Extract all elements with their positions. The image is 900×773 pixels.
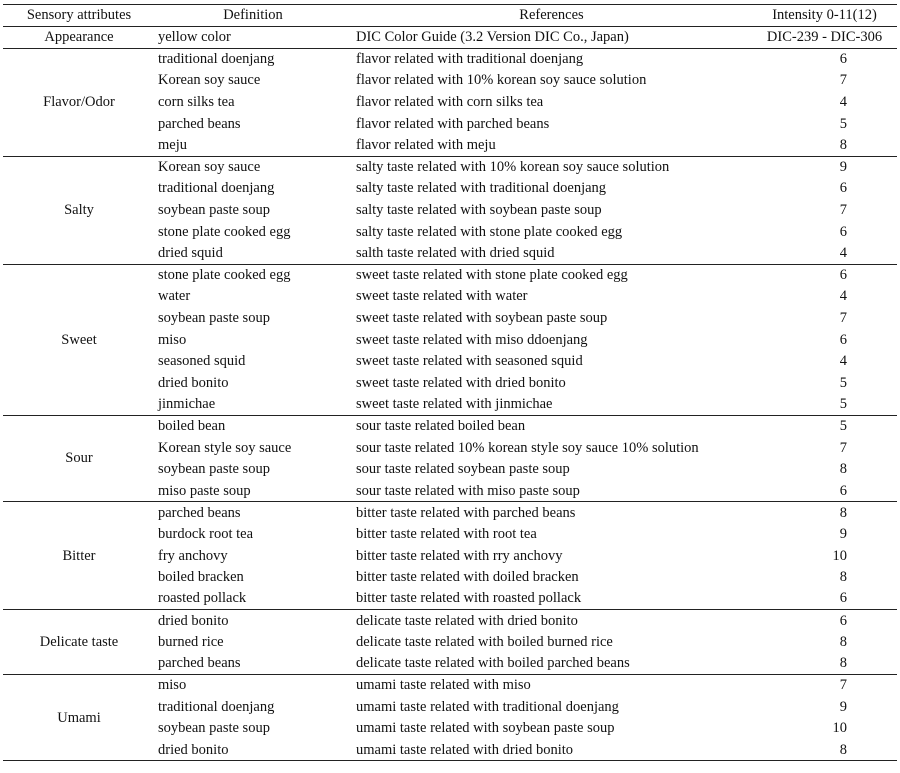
intensity-cell: 10 [832, 547, 847, 564]
reference-cell: salty taste related with soybean paste soup [356, 202, 602, 219]
definition-cell: dried squid [155, 242, 351, 264]
definition-cell: Korean style soy sauce [158, 439, 292, 456]
definition-cell: water [158, 288, 191, 305]
definition-cell: stone plate cooked egg [158, 223, 291, 240]
definition-cell: miso [158, 677, 187, 694]
reference-cell: flavor related with traditional doenjang [356, 51, 584, 68]
intensity-cell: 5 [839, 115, 847, 132]
sensory-attribute-cell: Delicate taste [3, 610, 155, 675]
intensity-cell: 8 [752, 134, 897, 156]
definition-cell: traditional doenjang [158, 51, 275, 68]
table-row [3, 502, 897, 524]
definition-cell: parched beans [158, 504, 241, 521]
intensity-cell: 6 [839, 267, 847, 284]
reference-cell: sweet taste related with water [356, 288, 528, 305]
definition-cell: dried bonito [158, 612, 229, 629]
reference-cell: salty taste related with traditional doenjang [356, 180, 607, 197]
reference-cell: salth taste related with dried squid [351, 242, 752, 264]
reference-cell: salty taste related with stone plate cooked egg [356, 223, 623, 240]
intensity-cell: DIC-239 - DIC-306 [752, 27, 897, 49]
reference-cell: delicate taste related with dried bonito [356, 612, 578, 629]
table-row [3, 156, 897, 178]
intensity-cell: 6 [752, 588, 897, 610]
definition-cell: boiled bracken [158, 569, 244, 586]
table-row [3, 27, 897, 49]
definition-cell: jinmichae [155, 394, 351, 416]
table-header [3, 5, 897, 27]
intensity-cell: 5 [839, 418, 847, 435]
intensity-cell: 6 [839, 180, 847, 197]
intensity-cell: 7 [839, 310, 847, 327]
reference-cell: umami taste related with soybean paste soup [356, 720, 615, 737]
sensory-attribute-cell: Umami [3, 674, 155, 760]
reference-cell: salty taste related with 10% korean soy sauce solution [356, 159, 670, 176]
definition-cell: burned rice [158, 633, 224, 650]
reference-cell: sweet taste related with jinmichae [351, 394, 752, 416]
reference-cell: sour taste related boiled bean [356, 418, 526, 435]
reference-cell: flavor related with parched beans [356, 115, 550, 132]
definition-cell: soybean paste soup [158, 720, 270, 737]
reference-cell: bitter taste related with roasted pollack [351, 588, 752, 610]
header-row [3, 5, 897, 27]
definition-cell: boiled bean [158, 418, 226, 435]
intensity-cell: 7 [839, 677, 847, 694]
table-row [3, 674, 897, 696]
reference-cell: flavor related with corn silks tea [356, 94, 544, 111]
header-definition: Definition [155, 5, 351, 27]
intensity-cell: 8 [752, 653, 897, 675]
attribute-group [3, 48, 897, 156]
intensity-cell: 6 [839, 51, 847, 68]
definition-cell: Korean soy sauce [158, 159, 261, 176]
definition-cell: stone plate cooked egg [158, 267, 291, 284]
sensory-attributes-table [3, 4, 897, 761]
intensity-cell: 4 [839, 94, 847, 111]
sensory-attribute-cell: Flavor/Odor [3, 48, 155, 156]
attribute-group [3, 264, 897, 415]
intensity-cell: 4 [839, 288, 847, 305]
table-row [3, 610, 897, 632]
definition-cell: miso paste soup [155, 480, 351, 502]
reference-cell: sweet taste related with stone plate cooked egg [356, 267, 628, 284]
intensity-cell: 9 [839, 525, 847, 542]
reference-cell: sour taste related 10% korean style soy sauce 10% solution [356, 439, 699, 456]
intensity-cell: 8 [839, 569, 847, 586]
intensity-cell: 7 [839, 72, 847, 89]
reference-cell: bitter taste related with rry anchovy [356, 547, 563, 564]
table-row [3, 264, 897, 286]
reference-cell: sweet taste related with dried bonito [356, 374, 566, 391]
intensity-cell: 5 [839, 374, 847, 391]
reference-cell: delicate taste related with boiled parched beans [351, 653, 752, 675]
table-row [3, 48, 897, 70]
sensory-attribute-cell: Sweet [3, 264, 155, 415]
reference-cell: umami taste related with dried bonito [351, 739, 752, 761]
reference-cell: flavor related with 10% korean soy sauce solution [356, 72, 647, 89]
reference-cell: umami taste related with miso [356, 677, 531, 694]
definition-cell: traditional doenjang [158, 698, 275, 715]
definition-cell: traditional doenjang [158, 180, 275, 197]
definition-cell: burdock root tea [158, 525, 254, 542]
sensory-attribute-cell: Bitter [3, 502, 155, 610]
reference-cell: DIC Color Guide (3.2 Version DIC Co., Japan) [351, 27, 752, 49]
attribute-group [3, 610, 897, 675]
reference-cell: bitter taste related with doiled bracken [356, 569, 579, 586]
definition-cell: corn silks tea [158, 94, 235, 111]
intensity-cell: 10 [832, 720, 847, 737]
intensity-cell: 7 [839, 202, 847, 219]
definition-cell: parched beans [158, 115, 241, 132]
reference-cell: sweet taste related with soybean paste soup [356, 310, 608, 327]
header-sensory-attributes: Sensory attributes [3, 5, 155, 27]
intensity-cell: 6 [839, 223, 847, 240]
reference-cell: sweet taste related with seasoned squid [356, 353, 583, 370]
intensity-cell: 4 [752, 242, 897, 264]
definition-cell: meju [155, 134, 351, 156]
intensity-cell: 7 [839, 439, 847, 456]
intensity-cell: 8 [839, 633, 847, 650]
attribute-group [3, 156, 897, 264]
table-row [3, 415, 897, 437]
definition-cell: parched beans [155, 653, 351, 675]
definition-cell: Korean soy sauce [158, 72, 261, 89]
sensory-attribute-cell: Sour [3, 415, 155, 501]
sensory-attribute-cell: Appearance [3, 27, 155, 49]
definition-cell: soybean paste soup [158, 202, 270, 219]
reference-cell: bitter taste related with parched beans [356, 504, 576, 521]
attribute-group [3, 415, 897, 501]
reference-cell: delicate taste related with boiled burned rice [356, 633, 613, 650]
header-intensity: Intensity 0-11(12) [752, 5, 897, 27]
attribute-group [3, 674, 897, 760]
reference-cell: umami taste related with traditional doenjang [356, 698, 619, 715]
intensity-cell: 6 [839, 331, 847, 348]
intensity-cell: 8 [752, 739, 897, 761]
intensity-cell: 5 [752, 394, 897, 416]
reference-cell: bitter taste related with root tea [356, 525, 537, 542]
intensity-cell: 9 [839, 159, 847, 176]
definition-cell: yellow color [155, 27, 351, 49]
attribute-group [3, 502, 897, 610]
reference-cell: sour taste related with miso paste soup [351, 480, 752, 502]
definition-cell: seasoned squid [158, 353, 246, 370]
sensory-attribute-cell: Salty [3, 156, 155, 264]
definition-cell: roasted pollack [155, 588, 351, 610]
intensity-cell: 4 [839, 353, 847, 370]
intensity-cell: 8 [839, 461, 847, 478]
definition-cell: miso [158, 331, 187, 348]
definition-cell: dried bonito [158, 374, 229, 391]
intensity-cell: 8 [839, 504, 847, 521]
intensity-cell: 9 [839, 698, 847, 715]
header-references: References [351, 5, 752, 27]
definition-cell: soybean paste soup [158, 461, 270, 478]
attribute-group [3, 27, 897, 49]
reference-cell: sweet taste related with miso ddoenjang [356, 331, 588, 348]
reference-cell: flavor related with meju [351, 134, 752, 156]
intensity-cell: 6 [752, 480, 897, 502]
reference-cell: sour taste related soybean paste soup [356, 461, 570, 478]
intensity-cell: 6 [839, 612, 847, 629]
definition-cell: fry anchovy [158, 547, 228, 564]
definition-cell: soybean paste soup [158, 310, 270, 327]
definition-cell: dried bonito [155, 739, 351, 761]
